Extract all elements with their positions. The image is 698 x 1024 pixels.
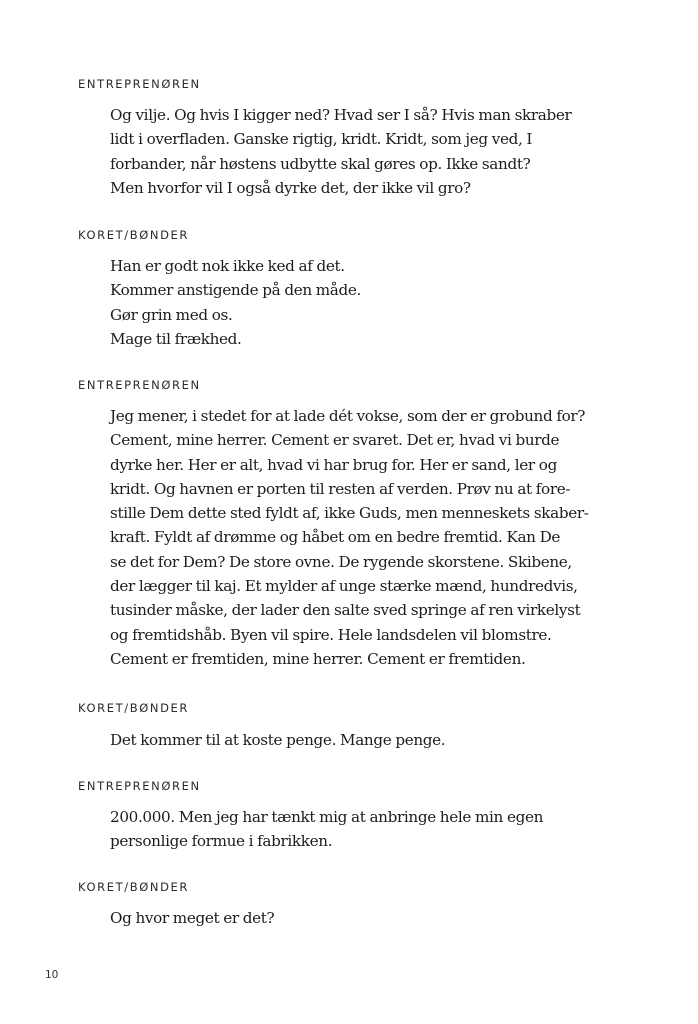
speech-line: personlige formue i fabrikken.	[110, 832, 333, 851]
speech-line: Kommer anstigende på den måde.	[110, 281, 361, 300]
speech-line: tusinder måske, der lader den salte sved springe af ren virkelyst	[110, 601, 581, 620]
speech-block	[110, 728, 445, 752]
speech-line: kridt. Og havnen er porten til resten af verden. Prøv nu at fore-	[110, 479, 571, 498]
speech-block	[110, 404, 589, 671]
speech-line: Cement er fremtiden, mine herrer. Cement er fremtiden.	[110, 649, 526, 668]
speech-line: se det for Dem? De store ovne. De rygende skorstene. Skibene,	[110, 552, 572, 571]
speaker-label: KORET/BØNDER	[78, 880, 189, 894]
speech-line: Mage til frækhed.	[110, 329, 242, 348]
speaker-label: KORET/BØNDER	[78, 228, 189, 242]
speech-line: Cement, mine herrer. Cement er svaret. Det er, hvad vi burde	[110, 431, 560, 450]
page-number: 10	[45, 969, 59, 981]
speech-block	[110, 103, 571, 200]
speech-line: Jeg mener, i stedet for at lade dét vokse, som der er grobund for?	[110, 407, 586, 425]
speaker-label: ENTREPRENØREN	[78, 378, 201, 392]
speech-line: lidt i overfladen. Ganske rigtig, kridt. Kridt, som jeg ved, I	[110, 130, 533, 149]
speech-line: dyrke her. Her er alt, hvad vi har brug for. Her er sand, ler og	[110, 455, 557, 474]
speech-line: 200.000. Men jeg har tænkt mig at anbringe hele min egen	[110, 808, 544, 826]
speaker-label: ENTREPRENØREN	[78, 77, 201, 91]
speech-line: Det kommer til at koste penge. Mange penge.	[110, 731, 446, 749]
speech-line: Han er godt nok ikke ked af det.	[110, 257, 345, 275]
speech-line: Og hvor meget er det?	[110, 909, 275, 927]
speech-line: Gør grin med os.	[110, 305, 233, 324]
speaker-label: ENTREPRENØREN	[78, 779, 201, 793]
speech-line: stille Dem dette sted fyldt af, ikke Guds, men menneskets skaber-	[110, 504, 589, 523]
speech-block	[110, 906, 274, 930]
speech-line: kraft. Fyldt af drømme og håbet om en bedre fremtid. Kan De	[110, 528, 561, 547]
speaker-label: KORET/BØNDER	[78, 701, 189, 715]
speech-line: Og vilje. Og hvis I kigger ned? Hvad ser I så? Hvis man skraber	[110, 106, 572, 124]
speech-line: forbander, når høstens udbytte skal gøres op. Ikke sandt?	[110, 154, 531, 173]
speech-block	[110, 805, 543, 854]
speech-line: og fremtidshåb. Byen vil spire. Hele landsdelen vil blomstre.	[110, 625, 552, 644]
speech-line: Men hvorfor vil I også dyrke det, der ikke vil gro?	[110, 178, 471, 197]
speech-block	[110, 254, 361, 351]
speech-line: der lægger til kaj. Et mylder af unge stærke mænd, hundredvis,	[110, 577, 578, 596]
